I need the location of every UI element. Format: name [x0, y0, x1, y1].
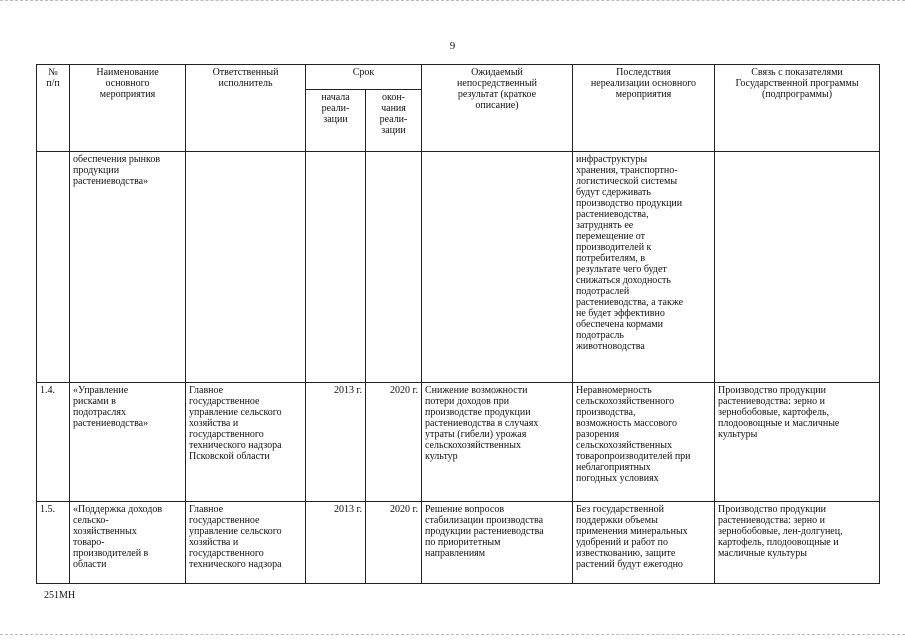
footer-code: 251МН [44, 590, 76, 601]
table-row [37, 502, 880, 584]
header-term: Срок [306, 65, 422, 90]
page-number: 9 [449, 40, 456, 52]
header-consequences: Последствия нереализации основного мероприятия [573, 65, 715, 152]
row-name: обеспечения рынков продукции растениеводства» [70, 152, 186, 383]
row-name: «Управление рисками в подотраслях растениеводства» [70, 383, 186, 502]
row-end: 2020 г. [366, 383, 422, 502]
row-link: Производство продукции растениеводства: зерно и зернобобовые, лен-долгунец, картофель, плодоовощные и масличные культуры [715, 502, 880, 584]
header-start: начала реали- зации [306, 90, 366, 152]
row-result: Снижение возможности потери доходов при производстве продукции растениеводства в случаях утраты (гибели) урожая сельскохозяйственных культур [422, 383, 573, 502]
table-row [37, 383, 880, 502]
row-start: 2013 г. [306, 383, 366, 502]
row-consequences: Неравномерность сельскохозяйственного производства, возможность массового разорения сельскохозяйственных товаропроизводителей при неблагоприятных погодных условиях [573, 383, 715, 502]
measures-table [36, 64, 880, 584]
row-num [37, 152, 70, 383]
header-name: Наименование основного мероприятия [70, 65, 186, 152]
scan-edge-bottom [0, 634, 905, 636]
row-executor: Главное государственное управление сельского хозяйства и государственного технического надзора Псковской области [186, 383, 306, 502]
header-row [37, 65, 880, 90]
row-consequences: инфраструктуры хранения, транспортно- логистической системы будут сдерживать производство продукции растениеводства, затруднять ее перемещение от производителей к потребителям, в результате чего будет снижаться доходность подотраслей растениеводства, а также не будет эффективно обеспечена кормами подотрасль животноводства [573, 152, 715, 383]
row-start [306, 152, 366, 383]
row-executor: Главное государственное управление сельского хозяйства и государственного технического надзора [186, 502, 306, 584]
row-name: «Поддержка доходов сельско- хозяйственных товаро- производителей в области [70, 502, 186, 584]
row-consequences: Без государственной поддержки объемы применения минеральных удобрений и работ по известкованию, защите растений будут ежегодно [573, 502, 715, 584]
row-end [366, 152, 422, 383]
scan-edge-top [0, 0, 905, 2]
row-start: 2013 г. [306, 502, 366, 584]
header-result: Ожидаемый непосредственный результат (краткое описание) [422, 65, 573, 152]
row-num: 1.5. [37, 502, 70, 584]
row-result [422, 152, 573, 383]
row-end: 2020 г. [366, 502, 422, 584]
row-num: 1.4. [37, 383, 70, 502]
row-result: Решение вопросов стабилизации производства продукции растениеводства по приоритетным направлениям [422, 502, 573, 584]
row-executor [186, 152, 306, 383]
header-link: Связь с показателями Государственной программы (подпрограммы) [715, 65, 880, 152]
row-link: Производство продукции растениеводства: зерно и зернобобовые, картофель, плодоовощные и масличные культуры [715, 383, 880, 502]
header-end: окон- чания реали- зации [366, 90, 422, 152]
header-num: № п/п [37, 65, 70, 152]
row-link [715, 152, 880, 383]
header-executor: Ответственный исполнитель [186, 65, 306, 152]
table-row [37, 152, 880, 383]
